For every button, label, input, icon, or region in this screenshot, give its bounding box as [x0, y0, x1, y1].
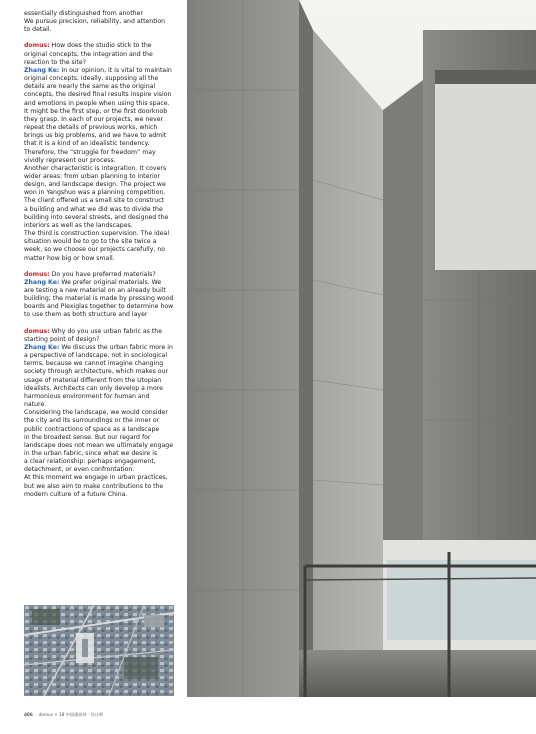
- text-line: We prefer original materials. We: [59, 278, 162, 286]
- text-line: design, and landscape design. The project we: [24, 181, 166, 189]
- page-footer: [24, 712, 103, 718]
- text-line: reaction to the site?: [24, 58, 86, 66]
- text-line: in the urban fabric, since what we desire is: [24, 449, 158, 457]
- text-line: The third is construction supervision. The ideal: [24, 230, 170, 238]
- text-line: a clear relationship: perhaps engagement,: [24, 458, 156, 466]
- text-line: original concepts. Ideally, supposing all the: [24, 75, 159, 83]
- text-line: vividly represent our process.: [24, 156, 116, 164]
- text-line: the city and its surroundings or the inner or: [24, 417, 160, 425]
- text-line: Do you have preferred materials?: [49, 270, 156, 278]
- intro-paragraph: [24, 10, 178, 34]
- text-line: idealists. Architects can only develop a more: [24, 384, 163, 392]
- answer-2: [24, 279, 178, 320]
- interviewer-label: domus:: [24, 270, 50, 278]
- text-line: repeat the details of previous works, which: [24, 124, 158, 132]
- text-line: Considering the landscape, we would consider: [24, 409, 168, 417]
- text-line: terms, because we cannot imagine changing: [24, 360, 164, 368]
- text-line: We pursue precision, reliability, and attention: [24, 18, 166, 26]
- text-line: situation would be to go to the site twice a: [24, 238, 157, 246]
- text-line: and emotions in people when using this space.: [24, 99, 170, 107]
- text-line: It might be the first step, or the first doorknob: [24, 107, 168, 115]
- text-line: to detail.: [24, 26, 52, 34]
- speaker-label: Zhang Ke:: [24, 343, 60, 351]
- text-line: detachment, or even confrontation.: [24, 466, 135, 474]
- question-1: [24, 42, 178, 66]
- text-line: concepts, the desired final results inspire vision: [24, 91, 172, 99]
- interviewer-label: domus:: [24, 42, 50, 50]
- text-line: essentially distinguished from another: [24, 10, 143, 17]
- article-text-column: [24, 10, 178, 499]
- text-line: society through architecture, which makes our: [24, 368, 169, 376]
- text-line: In our opinion, it is vital to maintain: [59, 66, 172, 74]
- text-line: won in Yangshuo was a planning competition.: [24, 189, 166, 197]
- question-3: [24, 328, 178, 344]
- text-line: usage of material different from the Utopian: [24, 376, 162, 384]
- speaker-label: Zhang Ke:: [24, 66, 60, 74]
- question-2: [24, 271, 178, 279]
- text-line: matter how big or how small.: [24, 254, 115, 262]
- text-line: nature.: [24, 401, 47, 409]
- text-line: wider areas: from urban planning to interior: [24, 172, 160, 180]
- page-number: 406: [24, 712, 33, 717]
- text-line: starting point of design?: [24, 335, 100, 343]
- text-line: We discuss the urban fabric more in: [59, 343, 173, 351]
- text-line: boards and Plexiglas together to determine how: [24, 303, 174, 311]
- text-line: to use them as both structure and layer: [24, 311, 148, 319]
- text-line: Why do you use urban fabric as the: [49, 327, 163, 335]
- footer-text: domus + 18 中国建筑师 · 设计师: [38, 712, 104, 717]
- text-line: modern culture of a future China.: [24, 490, 128, 498]
- text-line: a building and what we did was to divide the: [24, 205, 163, 213]
- interviewer-label: domus:: [24, 327, 50, 335]
- text-line: At this moment we engage in urban practices,: [24, 474, 168, 482]
- text-line: but we also aim to make contributions to the: [24, 482, 164, 490]
- text-line: that it is a kind of an idealistic tendency.: [24, 140, 150, 148]
- text-line: How does the studio stick to the: [49, 42, 152, 50]
- text-line: Therefore, the “struggle for freedom” may: [24, 148, 156, 156]
- text-line: are testing a new material on an already built: [24, 287, 166, 294]
- answer-3: [24, 344, 178, 499]
- aerial-city-photo: [24, 605, 174, 696]
- text-line: The client offered us a small site to construct: [24, 197, 165, 205]
- text-line: original concepts, the integration and the: [24, 50, 153, 58]
- text-line: week, so we choose our projects carefully, no: [24, 246, 166, 254]
- text-line: Another characteristic is integration. It covers: [24, 164, 167, 172]
- text-line: they grasp. In each of our projects, we never: [24, 115, 164, 123]
- text-line: in the broadest sense. But our regard for: [24, 433, 151, 441]
- text-line: harmonious environment for human and: [24, 392, 150, 400]
- answer-1: [24, 67, 178, 263]
- speaker-label: Zhang Ke:: [24, 278, 60, 286]
- text-line: building; the material is made by pressing wood: [24, 295, 174, 303]
- text-line: details are nearly the same as the original: [24, 83, 156, 91]
- text-line: interiors as well as the landscapes.: [24, 221, 133, 229]
- text-line: a perspective of landscape, not in sociological: [24, 352, 168, 360]
- text-line: public contractions of space as a landscape: [24, 425, 160, 433]
- concrete-building-photo: [187, 0, 536, 697]
- text-line: landscape does not mean we ultimately engage: [24, 441, 174, 449]
- text-line: brings us big problems, and we have to admit: [24, 132, 167, 140]
- text-line: building into several streets, and designed the: [24, 213, 169, 221]
